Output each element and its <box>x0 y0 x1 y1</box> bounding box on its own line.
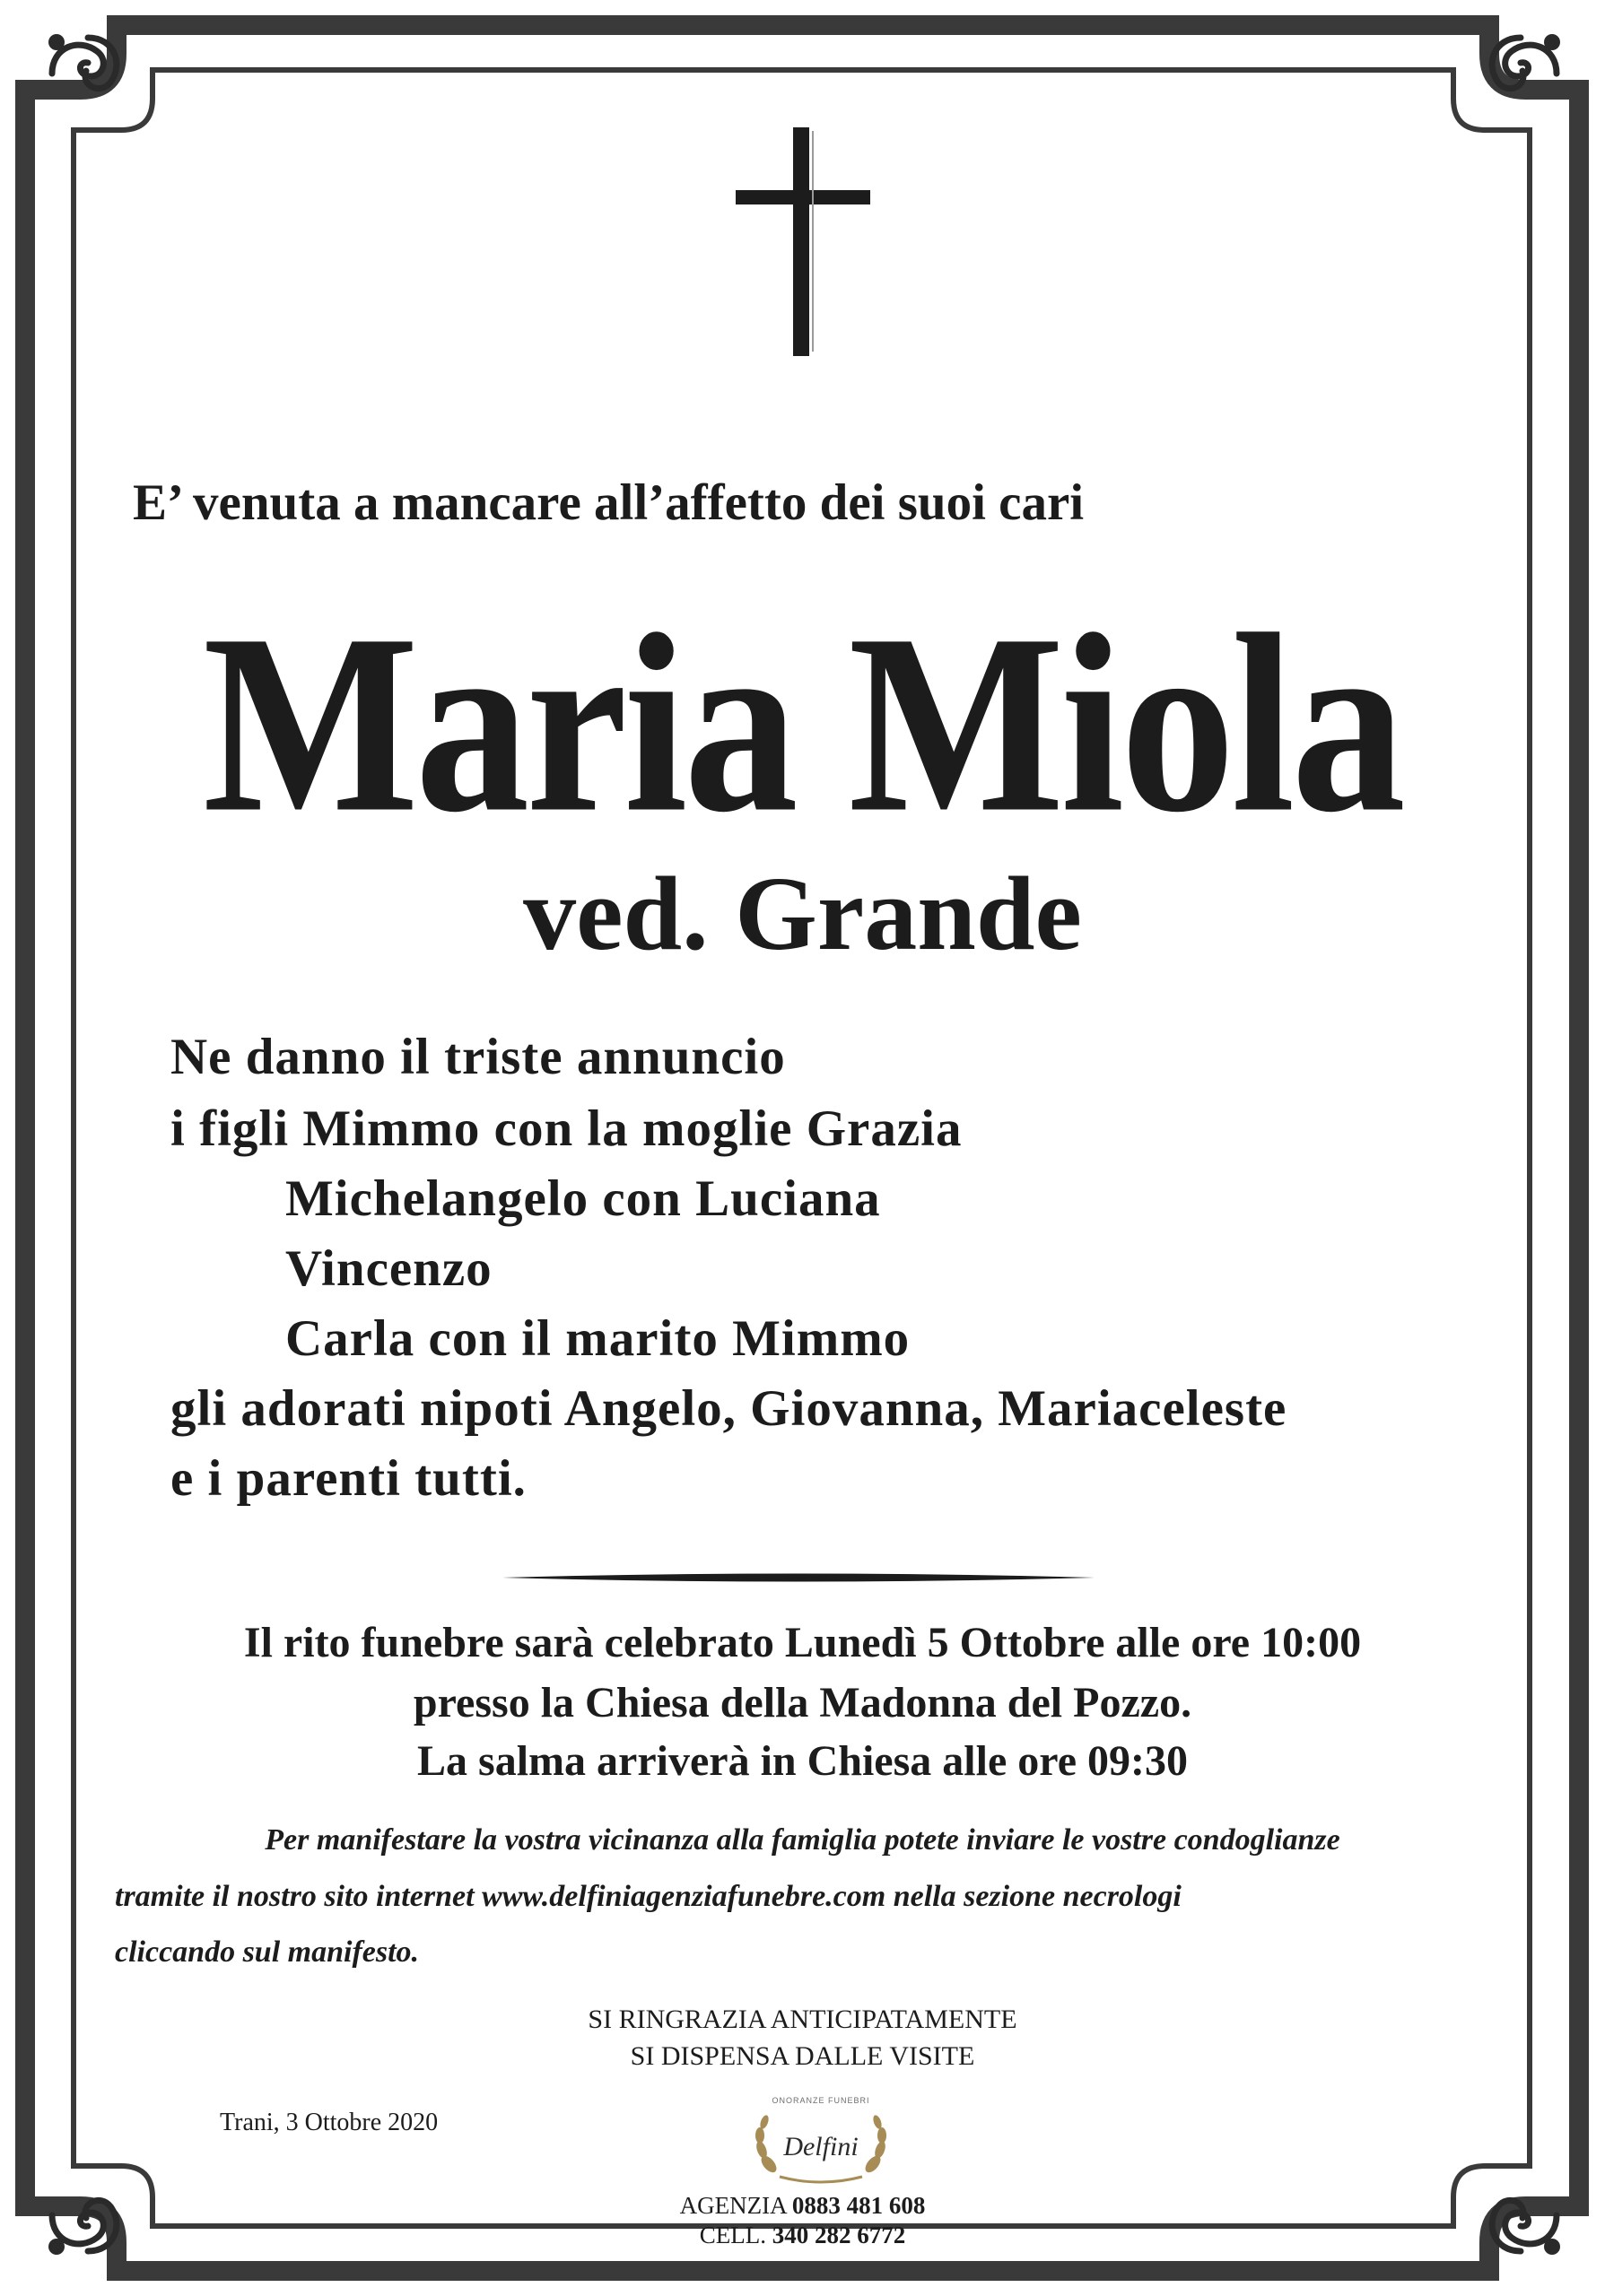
announcement-line: Carla con il marito Mimmo <box>285 1310 911 1367</box>
mobile-number: 340 282 6772 <box>772 2222 906 2248</box>
logo-small-text: ONORANZE FUNEBRI <box>772 2096 870 2105</box>
agency-phone <box>0 2194 1605 2218</box>
corner-ornament-top-right-icon <box>1467 20 1574 127</box>
announcement-line: Michelangelo con Luciana <box>285 1170 881 1227</box>
mobile-label: CELL. <box>699 2222 772 2248</box>
phone-number: 0883 481 608 <box>791 2192 926 2219</box>
section-divider <box>502 1571 1095 1584</box>
deceased-name: Maria Miola <box>203 582 1402 866</box>
deceased-subname: ved. Grande <box>523 855 1082 972</box>
condolence-line: tramite il nostro sito internet www.delfiniagenziafunebre.com nella sezione necrologi <box>115 1880 1182 1913</box>
announcement-line: i figli Mimmo con la moglie Grazia <box>170 1100 963 1157</box>
announcement-line: Vincenzo <box>285 1240 493 1297</box>
intro-line: E’ venuta a mancare all’affetto dei suoi cari <box>133 474 1085 531</box>
logo-name: Delfini <box>783 2132 859 2161</box>
no-visits-line: SI DISPENSA DALLE VISITE <box>630 2041 975 2071</box>
place-date: Trani, 3 Ottobre 2020 <box>220 2109 439 2136</box>
condolence-line: cliccando sul manifesto. <box>115 1935 420 1969</box>
announcement-line: Ne danno il triste annuncio <box>170 1029 786 1085</box>
agency-logo <box>740 2094 902 2191</box>
announcement-line: e i parenti tutti. <box>170 1450 527 1507</box>
thanks-line: SI RINGRAZIA ANTICIPATAMENTE <box>588 2005 1017 2034</box>
rite-line: La salma arriverà in Chiesa alle ore 09:30 <box>417 1737 1188 1785</box>
condolence-line: Per manifestare la vostra vicinanza alla famiglia potete inviare le vostre condoglianze <box>265 1823 1340 1857</box>
announcement-line: gli adorati nipoti Angelo, Giovanna, Mariaceleste <box>170 1380 1287 1437</box>
rite-line: Il rito funebre sarà celebrato Lunedì 5 Ottobre alle ore 10:00 <box>243 1619 1362 1666</box>
rite-line: presso la Chiesa della Madonna del Pozzo. <box>413 1679 1192 1726</box>
phone-label: AGENZIA <box>679 2192 792 2219</box>
latin-cross-icon <box>736 127 870 361</box>
corner-ornament-top-left-icon <box>34 20 142 127</box>
agency-mobile <box>0 2223 1605 2248</box>
